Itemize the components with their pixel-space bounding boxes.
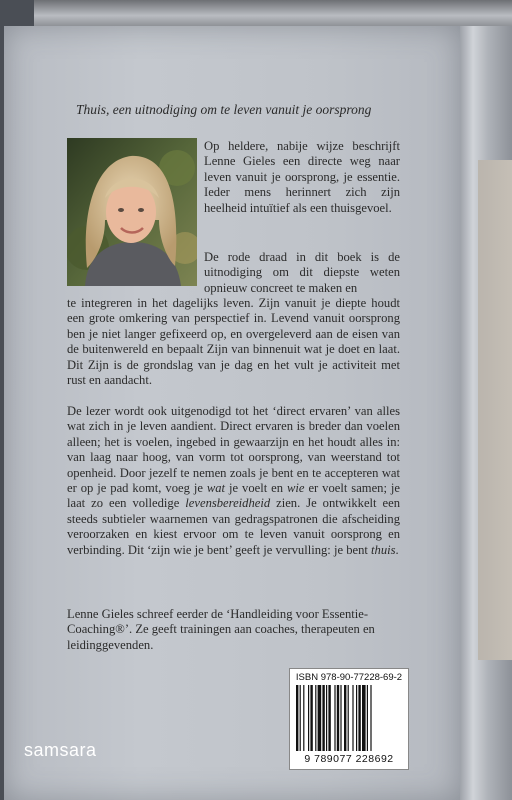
author-portrait bbox=[67, 138, 197, 286]
intro-paragraph: Op heldere, nabije wijze beschrijft Lenne Gieles een directe weg naar leven vanuit je oorsprong, je essentie. Ieder mens herinnert zich zijn heelheid intuïtief als een thuisgevoel. bbox=[204, 139, 400, 215]
theme-paragraph-start: De rode draad in dit boek is de uitnodiging om dit diepste weten opnieuw concreet te maken en bbox=[204, 250, 400, 295]
reader-text-wat: wat bbox=[206, 481, 226, 496]
reader-text-a: De lezer wordt ook uitgenodigd tot het ‘direct ervaren’ van alles wat zich in je leven aandient. Direct ervaren is breder dan voelen alleen; het is voelen, ingebed in gewaarzijn en het houdt alles in: van laag naar hoog, van vorm tot oorsprong, van weerstand tot openheid. Door jezelf te nemen zoals je bent en te accepteren wat er op je pad komt, voeg je bbox=[67, 404, 400, 496]
portrait-photo-icon bbox=[67, 138, 197, 286]
isbn-digits: 9 789077 228692 bbox=[304, 753, 394, 765]
reader-text-c: er voelt samen; je laat zo een volledige bbox=[67, 481, 400, 511]
reader-text-levensbereidheid: levensbereidheid bbox=[185, 496, 271, 511]
barcode-icon bbox=[296, 685, 402, 751]
author-bio-paragraph: Lenne Gieles schreef eerder de ‘Handleiding voor Essentie-Coaching®’. Ze geeft trainingen aan coaches, therapeuten en leidinggevenden. bbox=[67, 607, 375, 652]
book-top-edge bbox=[34, 0, 512, 26]
reader-text-b: je voelt en bbox=[225, 481, 287, 496]
tagline: Thuis, een uitnodiging om te leven vanuit je oorsprong bbox=[76, 102, 372, 117]
theme-paragraph-rest: te integreren in het dagelijks leven. Zijn vanuit je diepte houdt een grote omkering van perspectief in. Levend vanuit oorsprong ben je niet langer gefixeerd op, en overgeleverd aan de eisen van de buitenwereld en bepaalt Zijn van binnenuit wat je doet en laat. Dit Zijn is de grondslag van je dag en het vult je activiteit met rust en aandacht. bbox=[67, 296, 400, 388]
publisher-logo: samsara bbox=[24, 740, 97, 760]
isbn-barcode-box bbox=[289, 668, 409, 770]
reader-paragraph bbox=[67, 404, 400, 558]
isbn-label: ISBN 978-90-77228-69-2 bbox=[295, 672, 403, 683]
reader-text-wie: wie bbox=[287, 481, 305, 496]
reader-text-thuis: thuis bbox=[371, 542, 396, 557]
reader-text-d: zien. Je ontwikkelt een steeds subtieler waarnemen van gedragspatronen die afscheiding veroorzaken en kiest ervoor om te leven vanuit oorsprong en verbinding. Dit ‘zijn wie je bent’ geeft je vervulling: je bent bbox=[67, 496, 400, 557]
spine-accent bbox=[478, 160, 512, 660]
reader-text-e: . bbox=[395, 542, 399, 557]
